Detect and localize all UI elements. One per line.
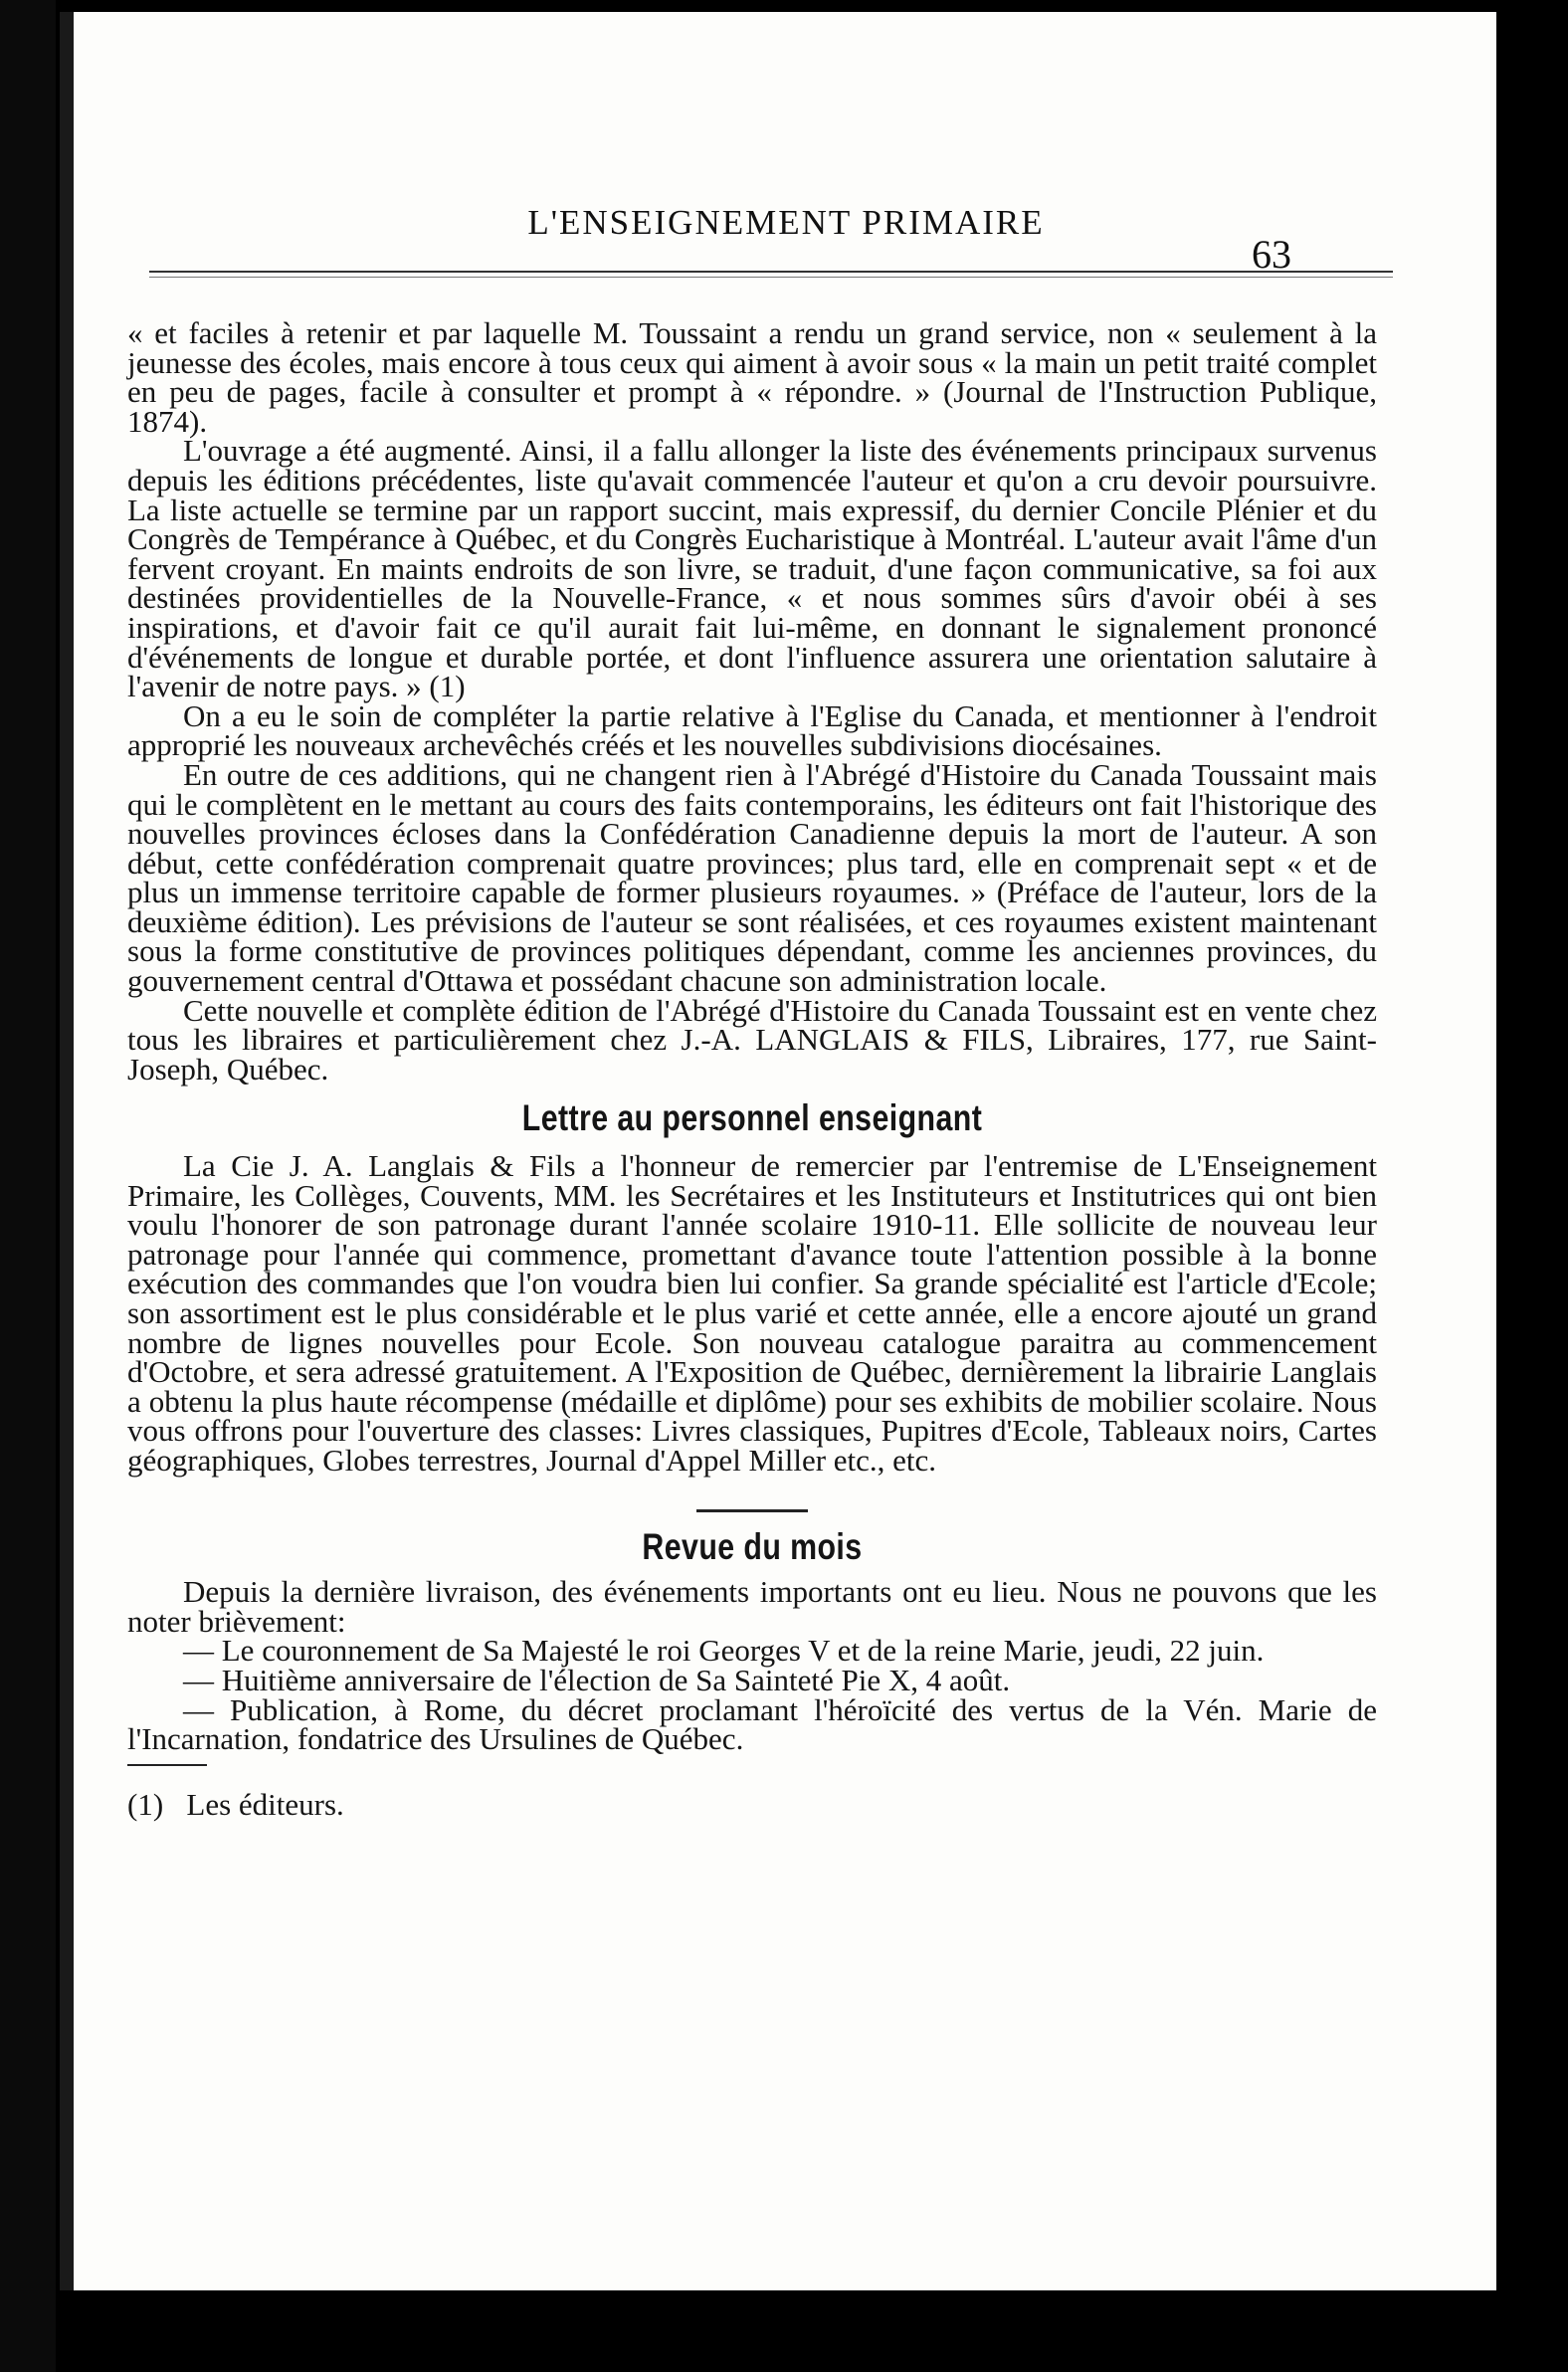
footnote-marker: (1) [127,1786,164,1822]
header-rule [149,271,1393,278]
section-heading-revue: Revue du mois [642,1525,863,1567]
footnote-text: Les éditeurs. [186,1786,344,1822]
page-content [127,315,1377,1822]
page-number: 63 [1252,232,1291,277]
paragraph-eglise: On a eu le soin de compléter la partie relative à l'Eglise du Canada, et mentionner à l'endroit approprié les nouveaux archevêchés créés et les nouvelles subdivisions diocésaines. [127,697,1377,763]
running-title: L'ENSEIGNEMENT PRIMAIRE [527,203,1045,242]
revue-item-couronnement: — Le couronnement de Sa Majesté le roi Georges V et de la reine Marie, jeudi, 22 juin. [183,1633,1265,1669]
paragraph-additions: En outre de ces additions, qui ne changent rien à l'Abrégé d'Histoire du Canada Toussaint mais qui le complètent en le mettant au cours des faits contemporains, les éditeurs ont fait l'historique des nouvelles provinces écloses dans la Confédération Canadienne depuis la mort de l'auteur. A son début, cette confédération comprenait quatre provinces; plus tard, elle en comprenait sept « et de plus un immense territoire capable de former plusieurs royaumes. » (Préface de l'auteur, lors de la deuxième édition). Les prévisions de l'auteur se sont réalisées, et ces royaumes existent maintenant sous la forme constitutive de provinces politiques dépendant, comme les anciennes provinces, du gouvernement central d'Ottawa et possédant chacune son administration locale. [127,756,1377,999]
adjacent-page-edge [0,0,56,2372]
paragraph-revue-intro: Depuis la dernière livraison, des événements importants ont eu lieu. Nous ne pouvons que les noter brièvement: [127,1574,1377,1639]
revue-item-publication: — Publication, à Rome, du décret proclamant l'héroïcité des vertus de la Vén. Marie de l'Incarnation, fondatrice des Ursulines de Québec. [127,1691,1377,1757]
paragraph-edition: Cette nouvelle et complète édition de l'Abrégé d'Histoire du Canada Toussaint est en vente chez tous les libraires et particulièrement chez J.-A. LANGLAIS & FILS, Libraires, 177, rue Saint-Joseph, Québec. [127,992,1377,1087]
section-heading-lettre: Lettre au personnel enseignant [521,1097,983,1139]
footnote [127,1786,1377,1822]
revue-item-anniversaire: — Huitième anniversaire de l'élection de Sa Sainteté Pie X, 4 août. [183,1662,1011,1697]
paragraph-augmentation: L'ouvrage a été augmenté. Ainsi, il a fallu allonger la liste des événements principaux survenus depuis les éditions précédentes, liste qu'avait commencée l'auteur et qu'on a cru devoir poursuivre. La liste actuelle se termine par un rapport succint, mais expressif, du dernier Concile Plénier et du Congrès de Tempérance à Québec, et du Congrès Eucharistique à Montréal. L'auteur avait l'âme d'un fervent croyant. En maints endroits de son livre, se traduit, d'une façon communicative, sa foi aux destinées providentielles de la Nouvelle-France, « et nous sommes sûrs d'avoir obéi à ses inspirations, et d'avoir fait ce qu'il aurait fait lui-même, en donnant le signalement prononcé d'événements de longue et durable portée, et dont l'influence assurera une orientation salutaire à l'avenir de notre pays. » (1) [127,433,1377,704]
footnote-rule [127,1764,207,1766]
paragraph-lettre: La Cie J. A. Langlais & Fils a l'honneur de remercier par l'entremise de L'Enseignement Primaire, les Collèges, Couvents, MM. les Secrétaires et les Instituteurs et Institutrices qui ont bien voulu l'honorer de son patronage durant l'année scolaire 1910-11. Elle sollicite de nouveau leur patronage pour l'année qui commence, promettant d'avance toute l'attention possible à la bonne exécution des commandes que l'on voudra bien lui confier. Sa grande spécialité est l'article d'Ecole; son assortiment est le plus considérable et le plus varié et cette année, elle a encore ajouté un grand nombre de lignes nouvelles pour Ecole. Son nouveau catalogue paraitra au commencement d'Octobre, et sera adressé gratuitement. A l'Exposition de Québec, dernièrement la librairie Langlais a obtenu la plus haute récompense (médaille et diplôme) pour ses exhibits de mobilier scolaire. Nous vous offrons pour l'ouverture des classes: Livres classiques, Pupitres d'Ecole, Tableaux noirs, Cartes géographiques, Globes terrestres, Journal d'Appel Miller etc., etc. [127,1148,1377,1478]
section-separator [696,1509,808,1512]
quote-paragraph: « et faciles à retenir et par laquelle M. Toussaint a rendu un grand service, non « seulement à la jeunesse des écoles, mais encore à tous ceux qui aiment à avoir sous « la main un petit traité complet en peu de pages, facile à consulter et prompt à « répondre. » (Journal de l'Instruction Publique, 1874). [127,315,1377,439]
